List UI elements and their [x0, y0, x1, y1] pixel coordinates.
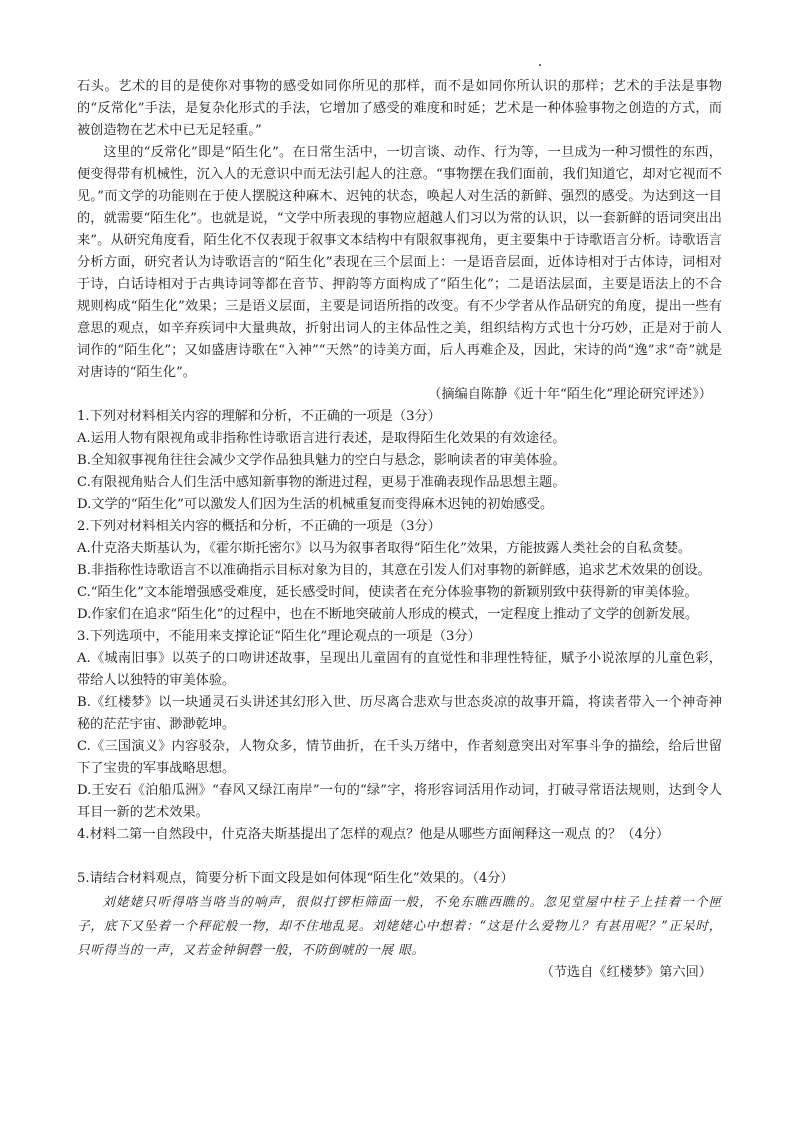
question-2-option-d: D.作家们在追求“陌生化”的过程中，也在不断地突破前人形成的模式，一定程度上推动了文学的创新发展。: [77, 607, 699, 622]
question-1-option-d: D.文学的“陌生化”可以激发人们因为生活的机械重复而变得麻木迟钝的初始感受。: [77, 497, 554, 512]
question-4-stem: 4.材料二第一自然段中，什克洛夫斯基提出了怎样的观点？他是从哪些方面阐释这一观点 的？（4分）: [77, 827, 670, 842]
answer-space: [77, 846, 722, 868]
exam-page: [77, 76, 722, 984]
passage-paragraph-2: 这里的“反常化”即是“陌生化”。在日常生活中，一切言谈、动作、行为等，一旦成为一种习惯性的东西，便变得带有机械性，沉入人的无意识中而无法引起人的注意。“事物摆在我们面前，我们知道它，却对它视而不见。”而文学的功能则在于使人摆脱这种麻木、迟钝的状态，唤起人对生活的新鲜、强烈的感受。为达到这一目的，就需要“陌生化”。也就是说，“文学中所表现的事物应超越人们习以为常的认识，以一套新鲜的语词突出出来”。从研究角度看，陌生化不仅表现于叙事文本结构中有限叙事视角，更主要集中于诗歌语言分析。诗歌语言分析方面，研究者认为诗歌语言的“陌生化”表现在三个层面上：一是语音层面，近体诗相对于古体诗，词相对于诗，白话诗相对于古典诗词等都在音节、押韵等方面构成了“陌生化”；二是语法层面，主要是语法上的不合规则构成“陌生化”效果；三是语义层面，主要是词语所指的改变。有不少学者从作品研究的角度，提出一些有意思的观点，如辛弃疾词中大量典故，折射出词人的主体品性之美，组织结构方式也十分巧妙，正是对于前人词作的“陌生化”；又如盛唐诗歌在“入神”“天然”的诗美方面，后人再难企及，因此，宋诗的尚“逸”求“奇”就是对唐诗的“陌生化”。: [77, 145, 722, 380]
question-1: [77, 406, 722, 516]
question-2: [77, 516, 722, 626]
scan-dot: [539, 64, 541, 66]
question-3: [77, 626, 722, 824]
question-3-option-a: A.《城南旧事》以英子的口吻讲述故事，呈现出儿童固有的直觉性和非理性特征，赋予小说浓厚的儿童色彩，带给人以独特的审美体验。: [77, 651, 722, 688]
question-1-option-c: C.有限视角贴合人们生活中感知新事物的渐进过程，更易于准确表现作品思想主题。: [77, 475, 566, 490]
question-5-source: （节选自《红楼梦》第六回）: [540, 965, 712, 980]
question-5: [77, 868, 722, 984]
question-1-stem: 1.下列对材料相关内容的理解和分析，不正确的一项是（3分）: [77, 409, 441, 424]
question-3-option-d: D.王安石《泊船瓜洲》“春风又绿江南岸”一句的“绿”字，将形容词活用作动词，打破寻常语法规则，达到令人耳目一新的艺术效果。: [77, 783, 722, 820]
passage-paragraph-1: 石头。艺术的目的是使你对事物的感受如同你所见的那样，而不是如同你所认识的那样；艺术的手法是事物的“反常化”手法，是复杂化形式的手法，它增加了感受的难度和时延；艺术是一种体验事物之创造的方式，而被创造物在艺术中已无足轻重。”: [77, 79, 722, 138]
question-5-stem: 5.请结合材料观点，简要分析下面文段是如何体现“陌生化”效果的。（4分）: [77, 871, 514, 886]
question-1-option-a: A.运用人物有限视角或非指称性诗歌语言进行表述，是取得陌生化效果的有效途径。: [77, 431, 566, 446]
question-2-option-b: B.非指称性诗歌语言不以准确指示目标对象为目的，其意在引发人们对事物的新鲜感，追求艺术效果的创设。: [77, 563, 711, 578]
question-1-option-b: B.全知叙事视角往往会减少文学作品独具魅力的空白与悬念，影响读者的审美体验。: [77, 453, 566, 468]
question-2-stem: 2.下列对材料相关内容的概括和分析，不正确的一项是（3分）: [77, 519, 441, 534]
question-3-option-c: C.《三国演义》内容驳杂，人物众多，情节曲折，在千头万绪中，作者刻意突出对军事斗争的描绘，给后世留下了宝贵的军事战略思想。: [77, 739, 722, 776]
question-2-option-a: A.什克洛夫斯基认为，《霍尔斯托密尔》以马为叙事者取得“陌生化”效果，方能披露人类社会的自私贪婪。: [77, 541, 692, 556]
question-5-excerpt: 刘姥姥只听得咯当咯当的响声，很似打锣柜筛面一般，不免东瞧西瞧的。忽见堂屋中柱子上挂着一个匣子，底下又坠着一个秤砣般一物，却不住地乱晃。刘姥姥心中想着：“这是什么爱物儿？有甚用呢？”正呆时，只听得当的一声，又若金钟铜磬一般，不防倒唬的一展 眼。: [77, 894, 722, 957]
question-2-option-c: C.“陌生化”文本能增强感受难度，延长感受时间，使读者在充分体验事物的新颖别致中获得新的审美体验。: [77, 585, 698, 600]
question-3-stem: 3.下列选项中，不能用来支撑论证“陌生化”理论观点的一项是（3分）: [77, 629, 481, 644]
passage-source: （摘编自陈静《近十年“陌生化”理论研究评述》）: [428, 387, 712, 402]
question-3-option-b: B.《红楼梦》以一块通灵石头讲述其幻形入世、历尽离合悲欢与世态炎凉的故事开篇，将读者带入一个神奇神秘的茫茫宇宙、渺渺乾坤。: [77, 695, 722, 732]
